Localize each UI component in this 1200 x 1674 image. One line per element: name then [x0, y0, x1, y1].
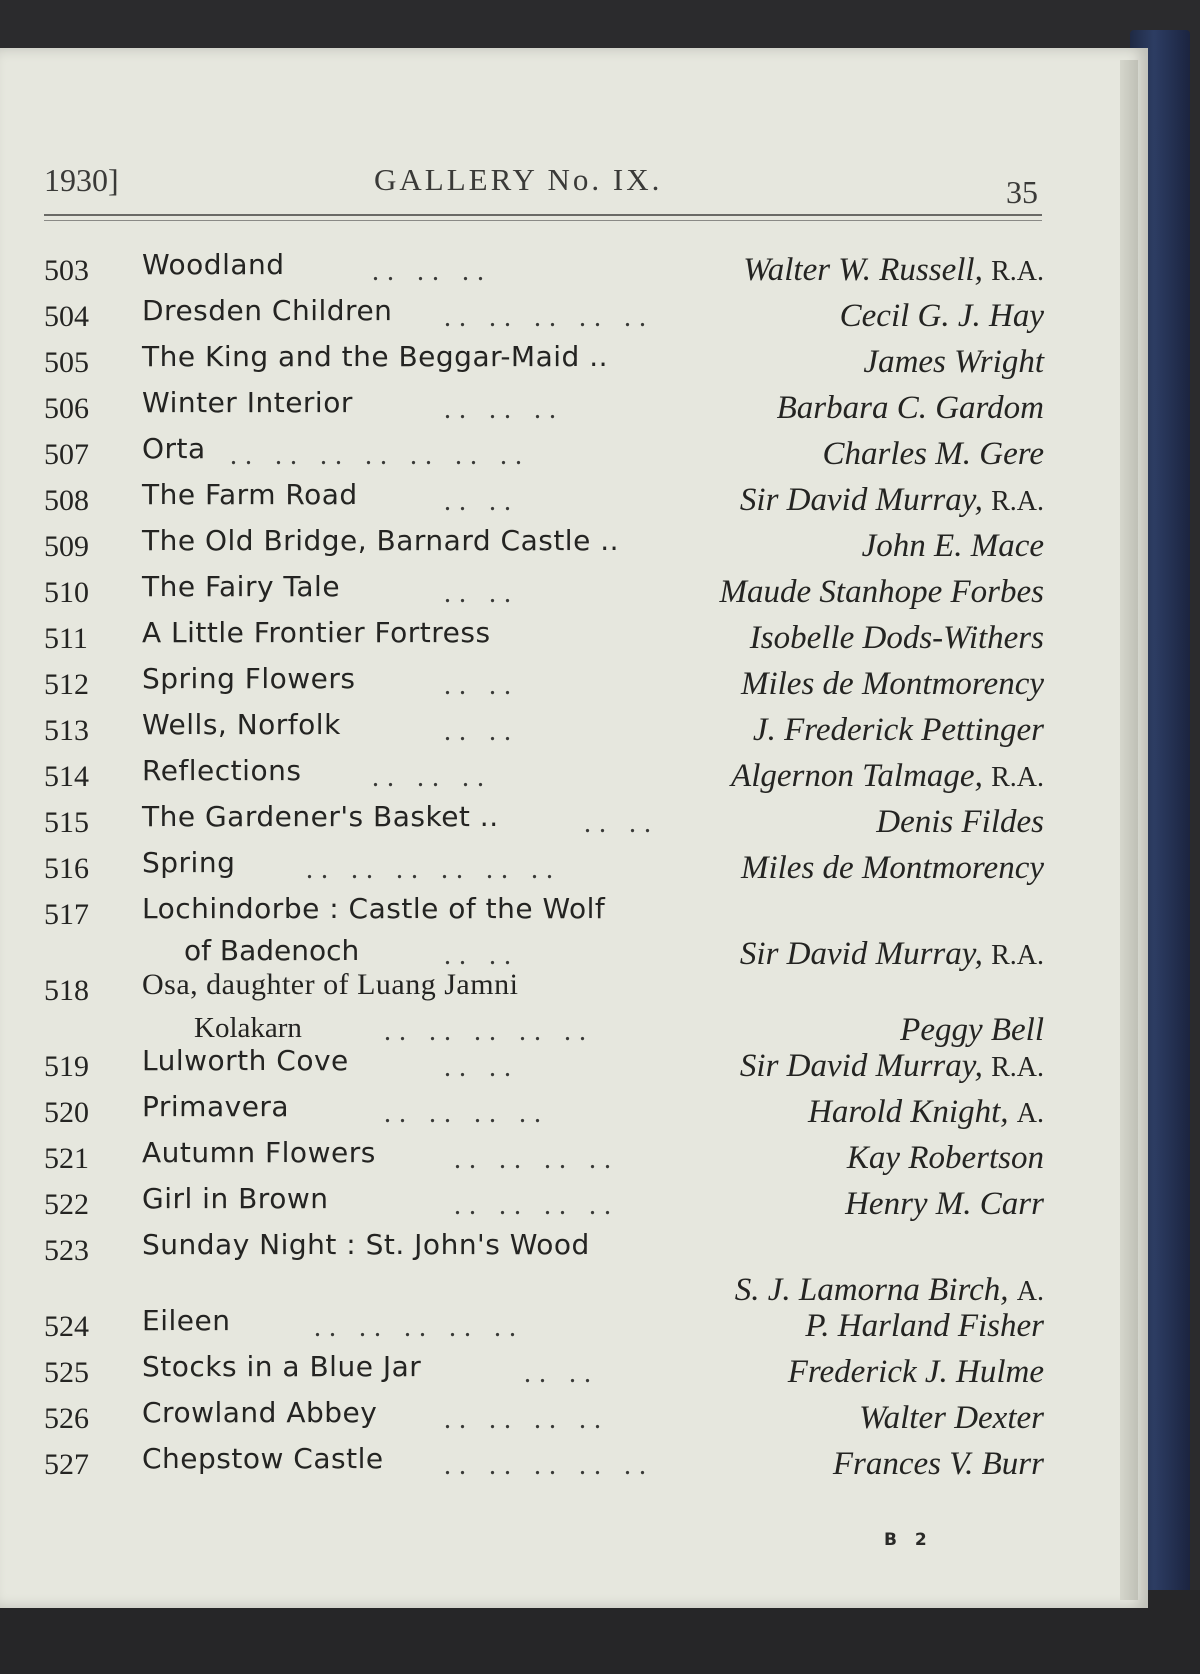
leader-dots: .. .. .. .. .. .. — [306, 854, 561, 885]
entry-row — [44, 1396, 1044, 1442]
entry-artist: Frederick J. Hulme — [787, 1354, 1044, 1390]
entry-artist: Sir David Murray, R.A. — [739, 482, 1044, 518]
entry-title: Woodland — [142, 248, 285, 281]
entry-title: Reflections — [142, 754, 302, 787]
entry-number: 518 — [44, 974, 89, 1007]
entry-artist: Cecil G. J. Hay — [839, 298, 1044, 334]
leader-dots: .. .. .. .. — [454, 1144, 619, 1175]
entry-title: Orta — [142, 432, 206, 465]
entry-row — [44, 294, 1044, 340]
entry-list — [44, 248, 1044, 1488]
entry-title: Lochindorbe : Castle of the Wolf — [142, 892, 606, 925]
leader-dots: .. .. .. .. .. — [444, 1450, 654, 1481]
leader-dots: .. .. .. .. — [454, 1190, 619, 1221]
entry-artist: Peggy Bell — [900, 1012, 1044, 1048]
header-year: 1930] — [44, 162, 119, 198]
entry-title: The Old Bridge, Barnard Castle .. — [142, 524, 620, 557]
entry-row — [44, 432, 1044, 478]
entry-number: 527 — [44, 1448, 89, 1481]
entry-artist: Walter W. Russell, R.A. — [743, 252, 1044, 288]
entry-number: 520 — [44, 1096, 89, 1129]
entry-number: 521 — [44, 1142, 89, 1175]
entry-number: 510 — [44, 576, 89, 609]
entry-number: 512 — [44, 668, 89, 701]
entry-row — [44, 1136, 1044, 1182]
entry-title: Primavera — [142, 1090, 290, 1123]
entry-row — [44, 1304, 1044, 1350]
entry-title: Osa, daughter of Luang Jamni — [142, 968, 519, 1001]
entry-title: A Little Frontier Fortress — [142, 616, 491, 649]
entry-artist: Barbara C. Gardom — [776, 390, 1044, 426]
entry-artist: James Wright — [863, 344, 1044, 380]
entry-title: Stocks in a Blue Jar — [142, 1350, 422, 1383]
entry-number: 524 — [44, 1310, 89, 1343]
leader-dots: .. .. .. .. .. — [314, 1312, 524, 1343]
signature-mark: B 2 — [884, 1530, 933, 1550]
entry-row — [44, 1228, 1044, 1308]
entry-row — [44, 1442, 1044, 1488]
entry-title: Girl in Brown — [142, 1182, 329, 1215]
leader-dots: .. .. .. — [372, 256, 492, 287]
entry-number: 523 — [44, 1234, 89, 1267]
entry-title: The Fairy Tale — [142, 570, 341, 603]
entry-number: 504 — [44, 300, 89, 333]
entry-artist: J. Frederick Pettinger — [752, 712, 1044, 748]
entry-row — [44, 1090, 1044, 1136]
entry-row — [44, 1182, 1044, 1228]
entry-number: 503 — [44, 254, 89, 287]
entry-artist: Miles de Montmorency — [740, 850, 1044, 886]
entry-number: 519 — [44, 1050, 89, 1083]
entry-artist: Denis Fildes — [876, 804, 1044, 840]
entry-row — [44, 846, 1044, 892]
entry-number: 517 — [44, 898, 89, 931]
entry-row — [44, 616, 1044, 662]
entry-title: Spring — [142, 846, 236, 879]
entry-row — [44, 1044, 1044, 1090]
entry-artist: Henry M. Carr — [845, 1186, 1044, 1222]
entry-title: Crowland Abbey — [142, 1396, 378, 1429]
header-gallery-title: GALLERY No. IX. — [374, 162, 663, 197]
entry-row — [44, 892, 1044, 972]
page-header — [44, 162, 1044, 208]
entry-artist: Charles M. Gere — [822, 436, 1044, 472]
entry-row — [44, 708, 1044, 754]
leader-dots: .. .. .. .. .. .. .. — [230, 440, 530, 471]
entry-title-continued: Kolakarn — [194, 1012, 302, 1044]
entry-artist: Isobelle Dods-Withers — [749, 620, 1044, 656]
entry-number: 505 — [44, 346, 89, 379]
leader-dots: .. .. .. .. .. — [384, 1016, 594, 1047]
entry-artist: Maude Stanhope Forbes — [719, 574, 1044, 610]
leader-dots: .. .. — [444, 578, 519, 609]
entry-row — [44, 1350, 1044, 1396]
entry-title-continued: of Badenoch — [184, 934, 360, 967]
entry-title: Lulworth Cove — [142, 1044, 349, 1077]
entry-number: 515 — [44, 806, 89, 839]
entry-number: 526 — [44, 1402, 89, 1435]
entry-artist: Algernon Talmage, R.A. — [731, 758, 1044, 794]
entry-row — [44, 478, 1044, 524]
header-rule-thin — [44, 220, 1042, 221]
header-rule — [44, 214, 1042, 216]
leader-dots: .. .. — [444, 940, 519, 971]
entry-title: Dresden Children — [142, 294, 393, 327]
leader-dots: .. .. .. — [444, 394, 564, 425]
entry-artist: S. J. Lamorna Birch, A. — [734, 1272, 1044, 1308]
entry-row — [44, 524, 1044, 570]
entry-number: 522 — [44, 1188, 89, 1221]
entry-row — [44, 386, 1044, 432]
entry-artist: Miles de Montmorency — [740, 666, 1044, 702]
entry-row — [44, 340, 1044, 386]
entry-row — [44, 800, 1044, 846]
entry-title: Eileen — [142, 1304, 231, 1337]
entry-row — [44, 662, 1044, 708]
leader-dots: .. .. — [524, 1358, 599, 1389]
leader-dots: .. .. — [444, 670, 519, 701]
entry-row — [44, 754, 1044, 800]
entry-number: 513 — [44, 714, 89, 747]
entry-artist: P. Harland Fisher — [805, 1308, 1044, 1344]
entry-artist: John E. Mace — [861, 528, 1044, 564]
entry-title: Wells, Norfolk — [142, 708, 341, 741]
entry-artist: Frances V. Burr — [832, 1446, 1044, 1482]
entry-number: 525 — [44, 1356, 89, 1389]
leader-dots: .. .. — [444, 716, 519, 747]
entry-title: Winter Interior — [142, 386, 353, 419]
entry-title: Sunday Night : St. John's Wood — [142, 1228, 590, 1261]
leader-dots: .. .. .. .. — [384, 1098, 549, 1129]
entry-artist: Sir David Murray, R.A. — [739, 936, 1044, 972]
entry-title: Spring Flowers — [142, 662, 356, 695]
entry-number: 511 — [44, 622, 88, 655]
entry-title: The King and the Beggar-Maid .. — [142, 340, 609, 373]
entry-number: 508 — [44, 484, 89, 517]
entry-artist: Harold Knight, A. — [808, 1094, 1044, 1130]
entry-title: Autumn Flowers — [142, 1136, 376, 1169]
entry-row — [44, 968, 1044, 1048]
leader-dots: .. .. — [444, 1052, 519, 1083]
entry-number: 514 — [44, 760, 89, 793]
leader-dots: .. .. — [584, 808, 659, 839]
entry-title: The Gardener's Basket .. — [142, 800, 499, 833]
entry-title: The Farm Road — [142, 478, 358, 511]
entry-number: 506 — [44, 392, 89, 425]
entry-artist: Kay Robertson — [846, 1140, 1044, 1176]
entry-artist: Walter Dexter — [859, 1400, 1044, 1436]
leader-dots: .. .. .. .. — [444, 1404, 609, 1435]
entry-artist: Sir David Murray, R.A. — [739, 1048, 1044, 1084]
page-edge — [1120, 60, 1138, 1600]
entry-title: Chepstow Castle — [142, 1442, 384, 1475]
entry-row — [44, 248, 1044, 294]
page-number: 35 — [1006, 174, 1038, 210]
leader-dots: .. .. — [444, 486, 519, 517]
leader-dots: .. .. .. .. .. — [444, 302, 654, 333]
entry-number: 509 — [44, 530, 89, 563]
entry-row — [44, 570, 1044, 616]
entry-number: 516 — [44, 852, 89, 885]
entry-number: 507 — [44, 438, 89, 471]
leader-dots: .. .. .. — [372, 762, 492, 793]
